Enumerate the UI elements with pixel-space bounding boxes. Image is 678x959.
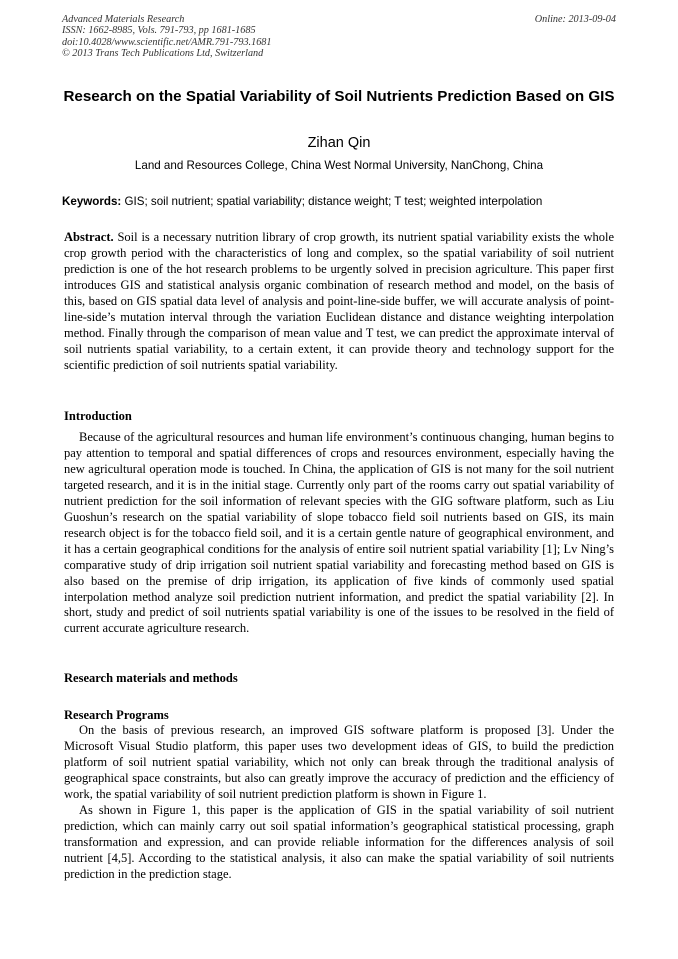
journal-name: Advanced Materials Research — [62, 14, 185, 25]
online-date: Online: 2013-09-04 — [534, 14, 616, 25]
author-affiliation: Land and Resources College, China West Normal University, NanChong, China — [134, 159, 544, 172]
journal-doi: doi:10.4028/www.scientific.net/AMR.791-793.1681 — [62, 36, 272, 48]
paper-author: Zihan Qin — [307, 135, 371, 151]
programs-paragraph-2: As shown in Figure 1, this paper is the application of GIS in the spatial variability of soil nutrient prediction, which can mainly carry out soil spatial information’s geographical statistical processing, graph transformation and expression, and can provide reliable information for the differences analysis of soil nutrient [4,5]. According to the statistical analysis, it also can make the spatial variability of soil nutrients prediction in the prediction stage. — [64, 802, 614, 881]
keywords-line — [62, 194, 616, 209]
keywords-label: Keywords: — [62, 195, 122, 208]
programs-heading: Research Programs — [64, 708, 169, 722]
journal-issn: ISSN: 1662-8985, Vols. 791-793, pp 1681-1685 — [62, 25, 256, 37]
introduction-paragraph: Because of the agricultural resources and human life environment’s continuous changing, human begins to pay attention to temporal and spatial differences of crops and resources environment, especially having the new agricultural operation mode is touched. In China, the application of GIS is not many for the soil nutrient targeted research, and it is in the initial stage. Currently only part of the rooms carry out spatial variability of nutrient prediction for the soil information of relevant species with the GIG software platform, such as Liu Guoshun’s research on the spatial variability of slope tobacco field soil nutrients based on GIS, its main research object is for the tobacco field soil, and it is a certain gentle nature of geographical environment, and it has a certain geographical conditions for the analysis of entire soil nutrient spatial variability [1]; Lv Ning’s comparative study of drip irrigation soil nutrient spatial variability and forecasting method based on GIS is also based on the premise of drip irrigation, its application of five kinds of commonly used spatial interpolation method analyze soil prediction nutrient information, and predict the spatial variability [2]. In short, study and predict of soil nutrients spatial variability is one of the issues to be resolved in the field of current accurate agriculture research. — [64, 430, 614, 636]
materials-heading: Research materials and methods — [64, 671, 238, 685]
introduction-heading: Introduction — [64, 409, 132, 423]
journal-copyright: © 2013 Trans Tech Publications Ltd, Switzerland — [62, 48, 264, 60]
abstract-text: Soil is a necessary nutrition library of crop growth, its nutrient spatial variability exists the whole crop growth period with the characteristics of long and complex, so the spatial variability of soil nutrient prediction is one of the hot research problems to be urgently solved in precision agriculture. This paper first introduces GIS and statistical analysis organic combination of research method and model, on the basis of this, based on GIS spatial data level of analysis and point-line-side buffer, we will accurate analysis of point-line-side’s mutation interval through the variation Euclidean distance and distance weighting interpolation method. Finally through the comparison of mean value and T test, we can predict the approximate interval of soil nutrients spatial variability, to a certain extent, it can provide theory and technology support for the scientific prediction of soil nutrients spatial variability. — [64, 230, 614, 372]
keywords-text: GIS; soil nutrient; spatial variability; distance weight; T test; weighted interpolation — [124, 195, 543, 208]
abstract-label: Abstract. — [64, 230, 114, 244]
abstract-paragraph — [64, 230, 614, 374]
paper-title: Research on the Spatial Variability of Soil Nutrients Prediction Based on GIS — [63, 88, 615, 105]
introduction-section — [64, 430, 614, 637]
journal-header — [62, 14, 271, 60]
programs-paragraph-1: On the basis of previous research, an improved GIS software platform is proposed [3]. Under the Microsoft Visual Studio platform, this paper uses two development ideas of GIS, to build the prediction platform of soil nutrient spatial variability, which not only can break through the traditional analysis of geographical space constraints, but also can greatly improve the accuracy of prediction and the efficiency of work, the spatial variability of soil nutrient prediction platform is shown in Figure 1. — [64, 723, 614, 801]
programs-section — [64, 723, 614, 883]
